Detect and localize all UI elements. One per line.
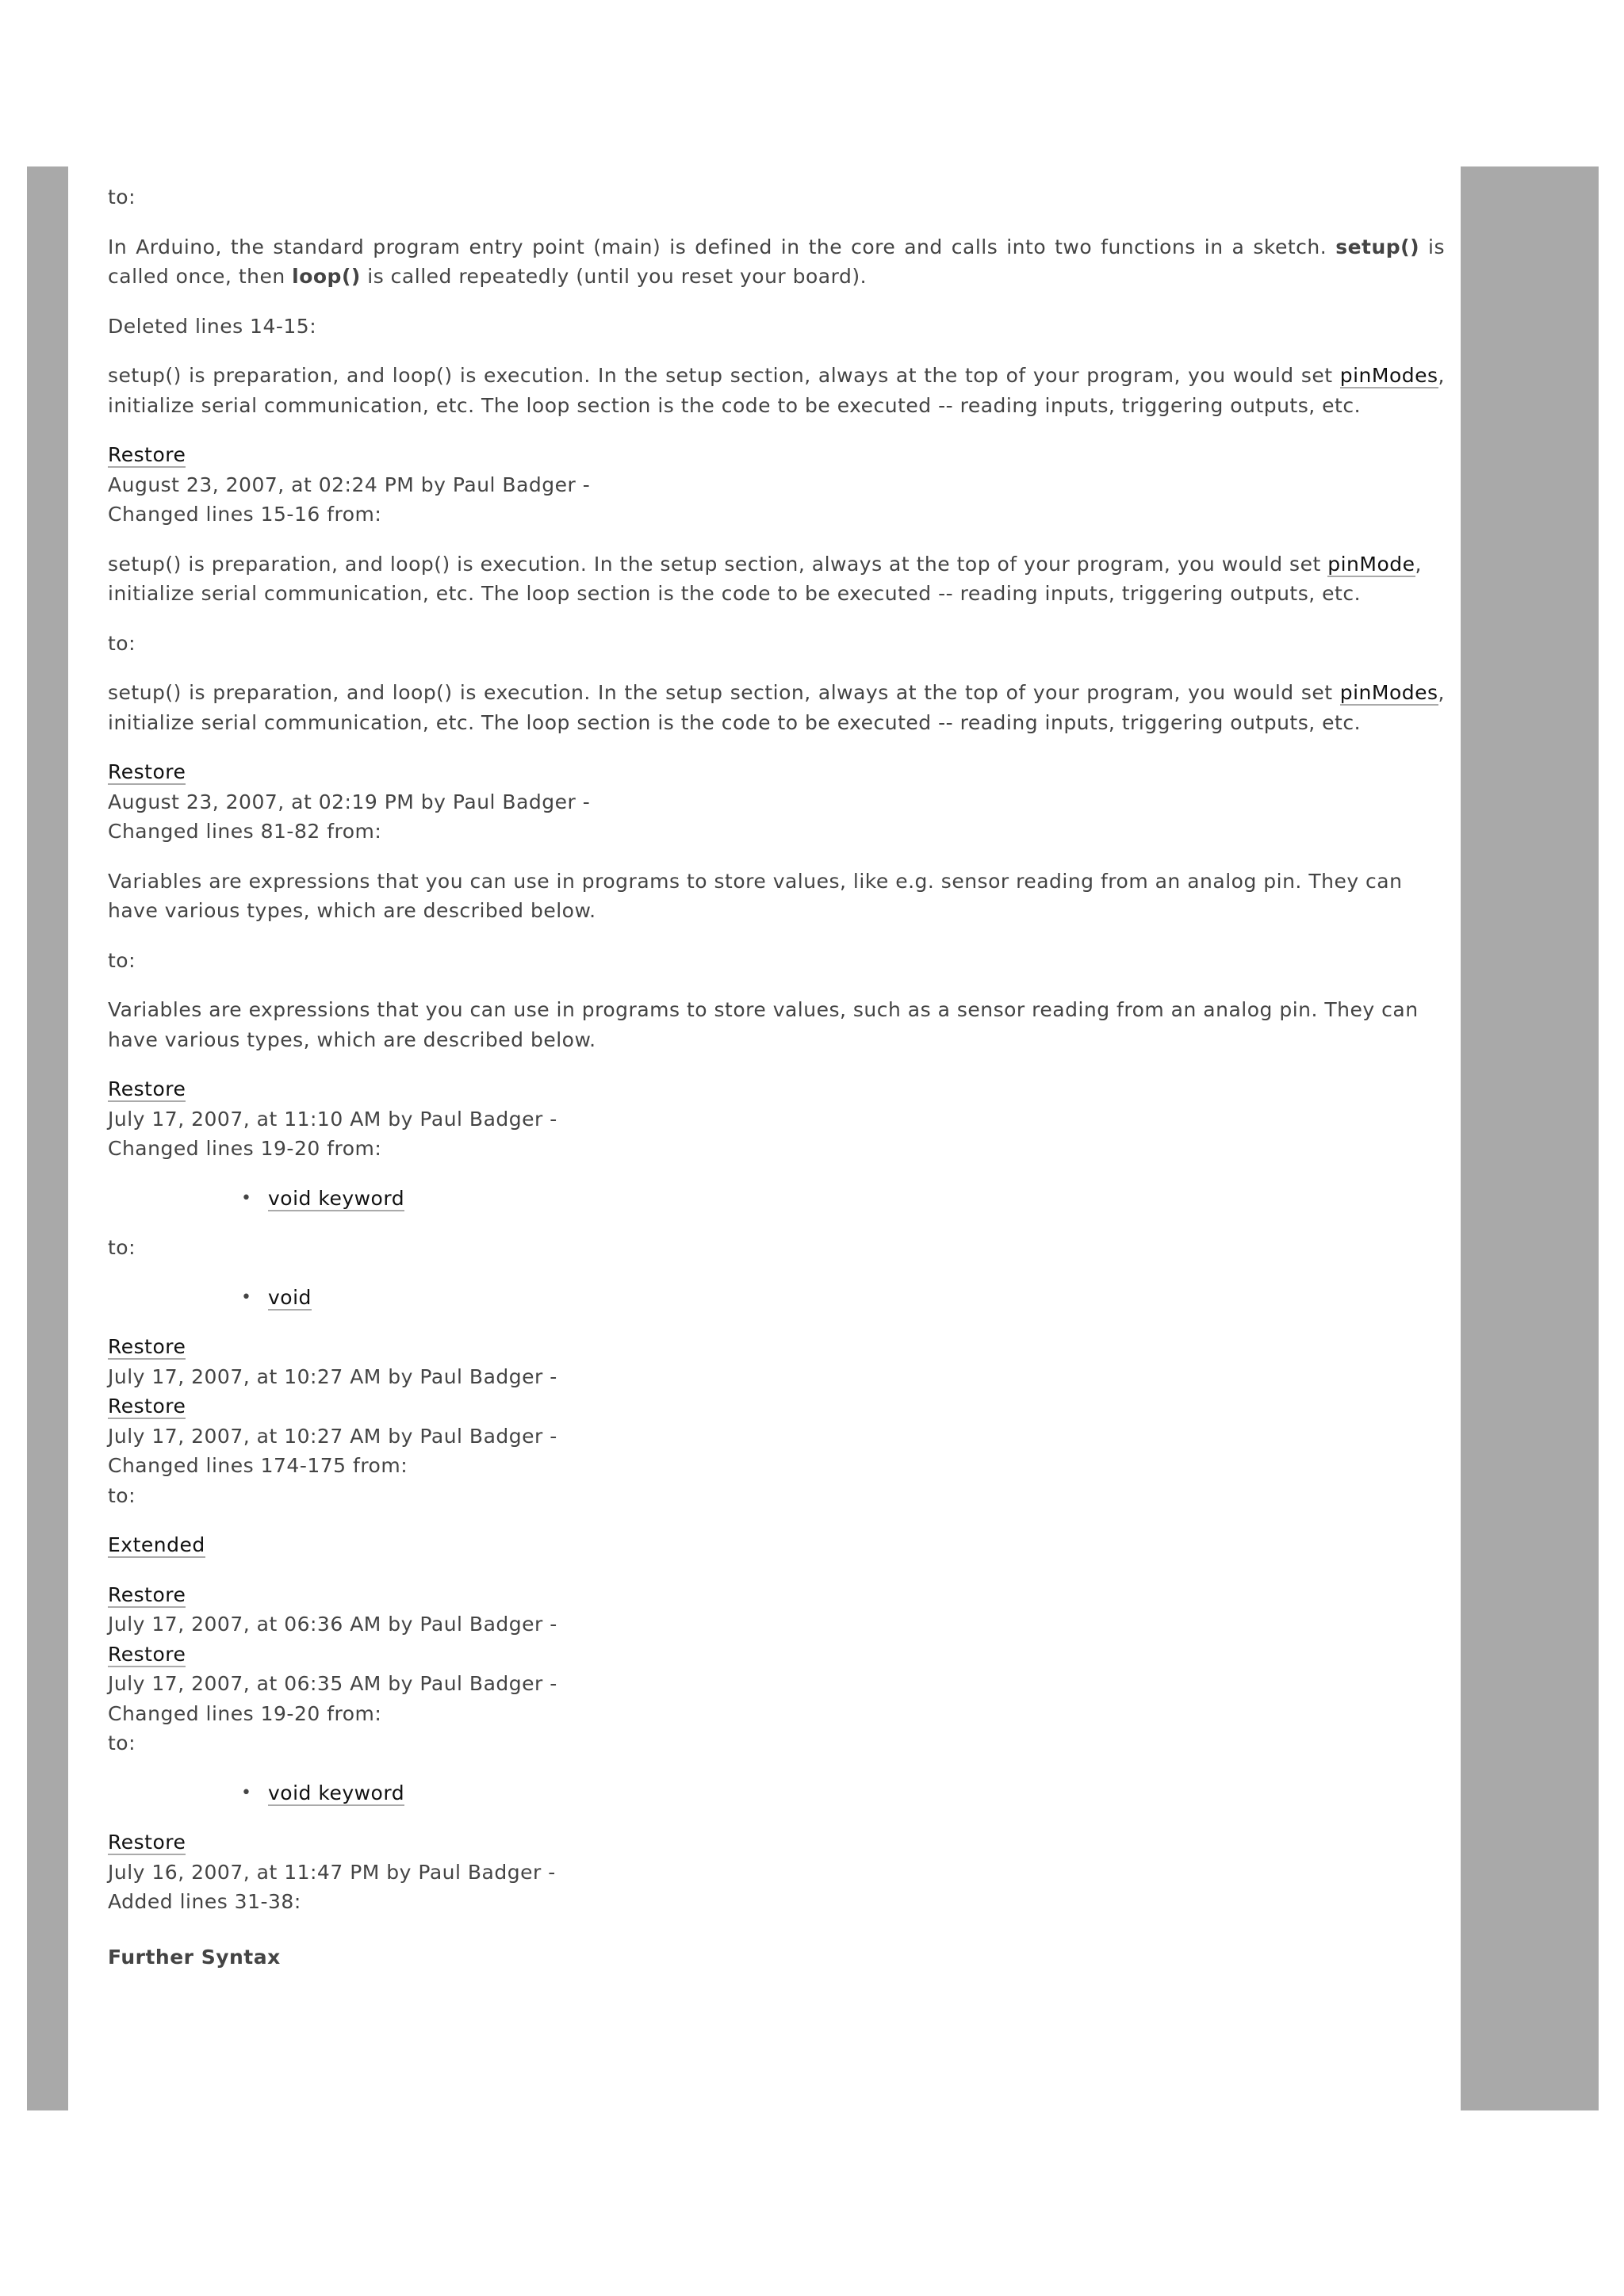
restore-link[interactable]: Restore	[108, 1582, 186, 1606]
revision-meta: July 17, 2007, at 10:27 AM by Paul Badger -	[108, 1424, 557, 1448]
revision-meta: July 16, 2007, at 11:47 PM by Paul Badger -	[108, 1860, 556, 1884]
void-keyword-link[interactable]: void keyword	[268, 1186, 405, 1210]
intro-text-2: is called once, then	[108, 235, 1445, 288]
revision-meta: August 23, 2007, at 02:19 PM by Paul Badger -	[108, 790, 591, 813]
extended-entry	[108, 1530, 1445, 1560]
keyword-list	[108, 1283, 1445, 1313]
changed-lines-label: Changed lines 81-82 from:	[108, 820, 382, 843]
revision-meta: July 17, 2007, at 10:27 AM by Paul Badger -	[108, 1364, 557, 1388]
pinmodes-link[interactable]: pinModes	[1339, 364, 1438, 387]
revision-meta: July 17, 2007, at 11:10 AM by Paul Badger -	[108, 1107, 557, 1131]
restore-link[interactable]: Restore	[108, 1077, 186, 1100]
pinmode-link[interactable]: pinMode	[1327, 552, 1415, 576]
revision-meta: August 23, 2007, at 02:24 PM by Paul Badger -	[108, 473, 591, 496]
void-keyword-link[interactable]: void keyword	[268, 1781, 405, 1804]
to-label: to:	[108, 948, 136, 972]
intro-text-3: is called repeatedly (until you reset your board).	[360, 265, 868, 288]
restore-entry	[108, 1332, 1445, 1362]
revision-meta: July 17, 2007, at 06:36 AM by Paul Badger -	[108, 1613, 557, 1636]
restore-link[interactable]: Restore	[108, 760, 186, 783]
setup-paragraph	[108, 678, 1445, 737]
changed-lines-label: Changed lines 19-20 from:	[108, 1701, 382, 1725]
changed-lines-label: Changed lines 19-20 from:	[108, 1137, 382, 1160]
revision-history-content	[108, 182, 1445, 1972]
restore-entry	[108, 1640, 1445, 1670]
setup-paragraph	[108, 361, 1445, 420]
restore-link[interactable]: Restore	[108, 1395, 186, 1418]
setup-text-before: setup() is preparation, and loop() is execution. In the setup section, always at the top of your program, you would set	[108, 681, 1340, 704]
revision-meta: July 17, 2007, at 06:35 AM by Paul Badger -	[108, 1672, 557, 1695]
void-link[interactable]: void	[268, 1285, 312, 1309]
setup-text-after: , initialize serial communication, etc. The loop section is the code to be executed -- reading inputs, triggering outputs, etc.	[108, 552, 1422, 605]
setup-text-after: , initialize serial communication, etc. The loop section is the code to be executed -- reading inputs, triggering outputs, etc.	[108, 681, 1445, 734]
setup-text-before: setup() is preparation, and loop() is execution. In the setup section, always at the top of your program, you would set	[108, 552, 1328, 576]
pinmodes-link[interactable]: pinModes	[1339, 681, 1438, 704]
restore-entry	[108, 1827, 1445, 1858]
restore-link[interactable]: Restore	[108, 1642, 186, 1666]
keyword-list	[108, 1778, 1445, 1808]
right-gray-bar	[1461, 166, 1599, 2110]
variables-paragraph: Variables are expressions that you can use in programs to store values, such as a sensor reading from an analog pin. They can have various types, which are described below.	[108, 998, 1419, 1051]
restore-entry	[108, 1580, 1445, 1610]
list-item	[268, 1778, 1445, 1808]
setup-text-after: , initialize serial communication, etc. The loop section is the code to be executed -- reading inputs, triggering outputs, etc.	[108, 364, 1445, 417]
restore-entry	[108, 440, 1445, 470]
list-item	[268, 1283, 1445, 1313]
extended-link[interactable]: Extended	[108, 1533, 205, 1556]
to-label: to:	[108, 1732, 136, 1755]
to-label: to:	[108, 631, 136, 655]
restore-link[interactable]: Restore	[108, 443, 186, 466]
loop-keyword: loop()	[292, 265, 361, 288]
keyword-list	[108, 1184, 1445, 1214]
setup-paragraph	[108, 549, 1445, 609]
deleted-lines-label: Deleted lines 14-15:	[108, 314, 317, 338]
restore-link[interactable]: Restore	[108, 1831, 186, 1854]
intro-text-1: In Arduino, the standard program entry point (main) is defined in the core and calls into two functions in a sketch.	[108, 235, 1336, 258]
intro-paragraph	[108, 232, 1445, 292]
changed-lines-label: Changed lines 15-16 from:	[108, 503, 382, 526]
added-lines-label: Added lines 31-38:	[108, 1890, 301, 1913]
further-syntax-heading: Further Syntax	[108, 1945, 281, 1969]
variables-paragraph: Variables are expressions that you can use in programs to store values, like e.g. sensor reading from an analog pin. They can have various types, which are described below.	[108, 869, 1403, 922]
to-label: to:	[108, 1236, 136, 1259]
setup-keyword: setup()	[1335, 235, 1420, 258]
list-item	[268, 1184, 1445, 1214]
left-gray-bar	[27, 166, 68, 2110]
restore-link[interactable]: Restore	[108, 1335, 186, 1358]
restore-entry	[108, 757, 1445, 787]
to-label: to:	[108, 1483, 136, 1507]
to-label: to:	[108, 186, 136, 209]
setup-text-before: setup() is preparation, and loop() is execution. In the setup section, always at the top of your program, you would set	[108, 364, 1340, 387]
restore-entry	[108, 1074, 1445, 1104]
restore-entry	[108, 1391, 1445, 1422]
page	[27, 166, 1599, 2110]
changed-lines-label: Changed lines 174-175 from:	[108, 1454, 408, 1477]
